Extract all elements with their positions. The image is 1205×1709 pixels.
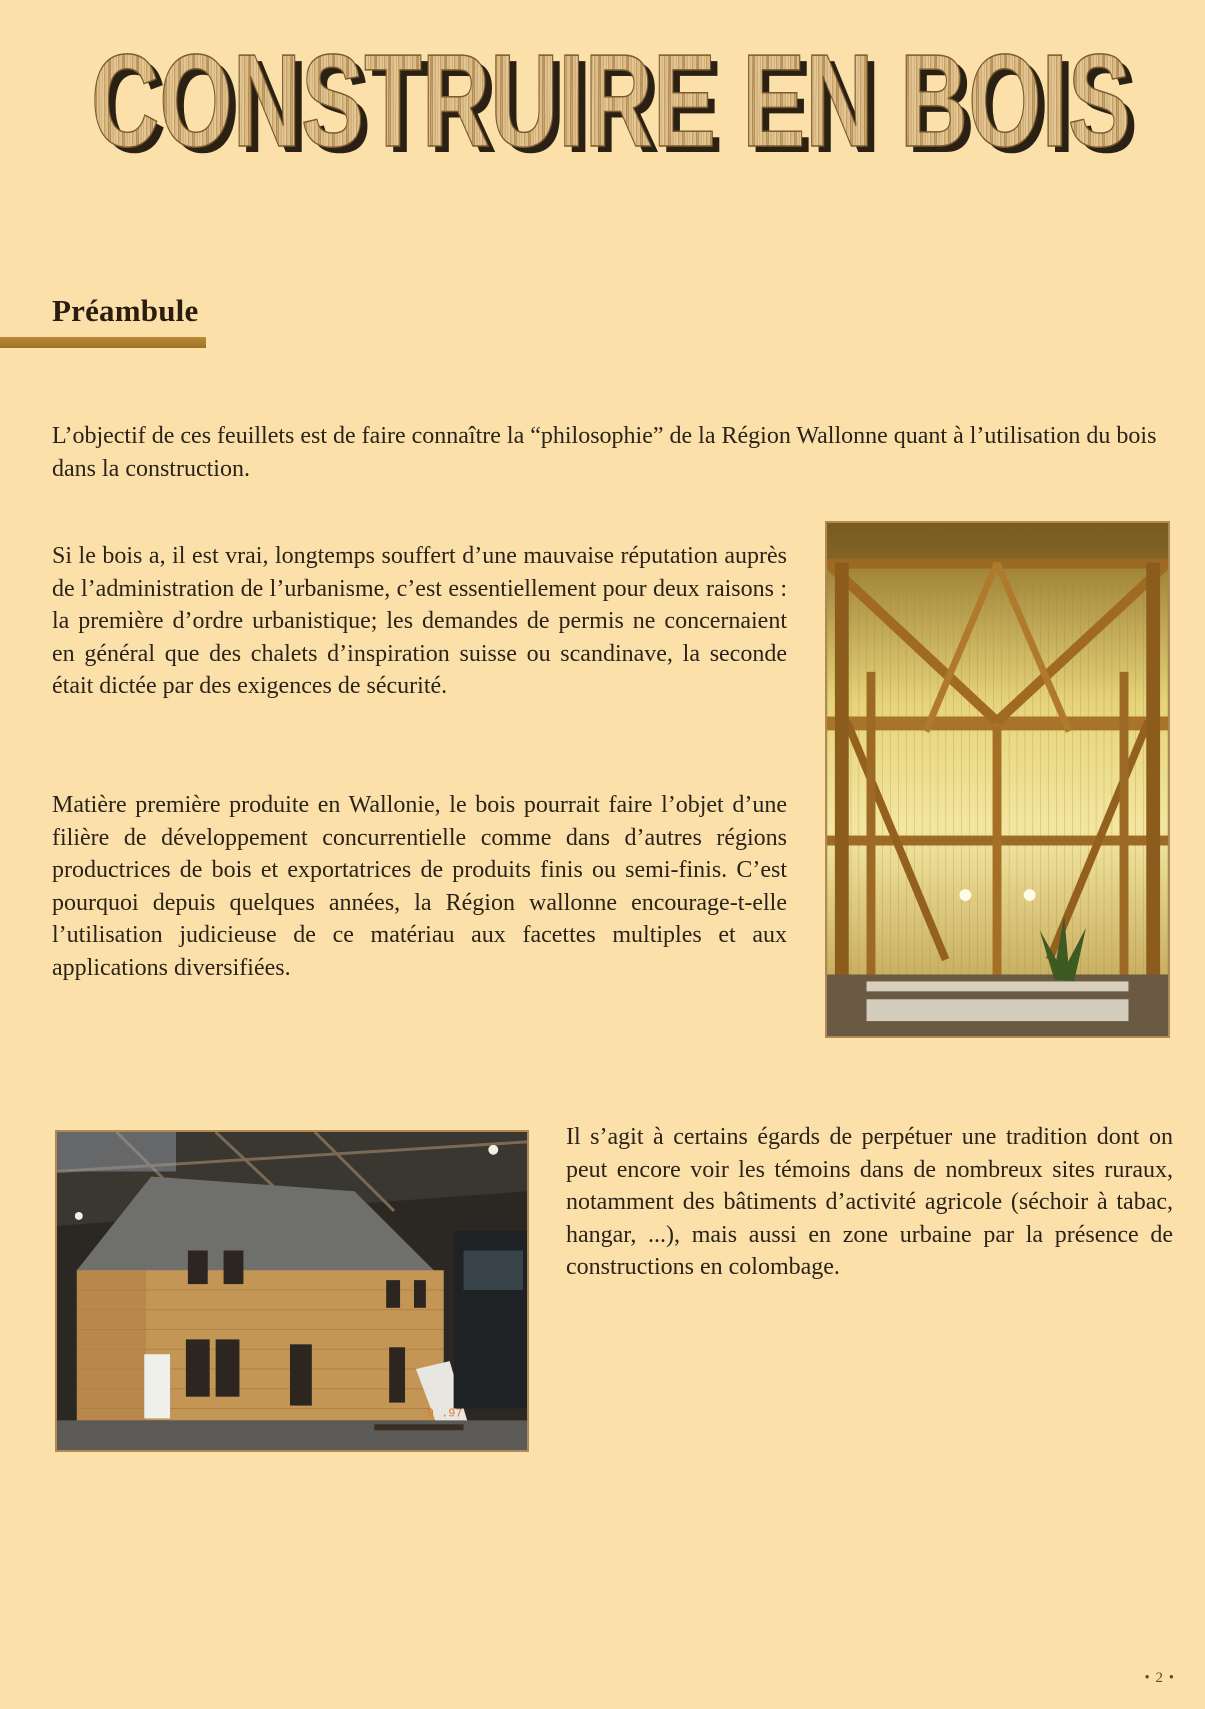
paragraph-reputation: Si le bois a, il est vrai, longtemps souffert d’une mauvaise réputation auprès de l’administration de l’urbanisme, c’est essentiellement pour deux raisons : la première d’ordre urbanistique; les demandes de permis ne concernaient en général que des chalets d’inspiration suisse ou scandinave, la seconde était dictée par des exigences de sécurité. — [52, 543, 787, 699]
heading-underline — [0, 337, 206, 348]
title-shadow: CONSTRUIRE EN BOIS — [98, 33, 1138, 168]
paragraph-intro: L’objectif de ces feuillets est de faire connaître la “philosophie” de la Région Wallonne quant à l’utilisation du bois dans la construction. — [52, 423, 1157, 482]
photo-timber-house-in-hall — [55, 1130, 529, 1452]
photo-timber-roof-interior — [825, 521, 1170, 1038]
timber-roof-illustration — [827, 523, 1168, 1036]
section-heading: Préambule — [52, 293, 199, 328]
paragraph-raw-material: Matière première produite en Wallonie, le bois pourrait faire l’objet d’une filière de développement concurrentielle comme dans d’autres régions productrices de bois et exportatrices de produits finis ou semi-finis. C’est pourquoi depuis quelques années, la Région wallonne encourage-t-elle l’utilisation judicieuse de ce matériau aux facettes multiples et aux applications diversifiées. — [52, 792, 787, 981]
photo-date-stamp: 9 .97 — [426, 1406, 463, 1421]
wood-title-graphic — [78, 28, 1144, 168]
timber-house-illustration — [57, 1132, 527, 1450]
paragraph-tradition: Il s’agit à certains égards de perpétuer une tradition dont on peut encore voir les témoins dans de nombreux sites ruraux, notamment des bâtiments d’activité agricole (séchoir à tabac, hangar, ...), mais aussi en zone urbaine par la présence de constructions en colombage. — [566, 1124, 1173, 1280]
masthead-title — [78, 28, 1144, 168]
page-number: • 2 • — [1144, 1670, 1175, 1686]
title-text: CONSTRUIRE EN BOIS — [91, 28, 1131, 168]
